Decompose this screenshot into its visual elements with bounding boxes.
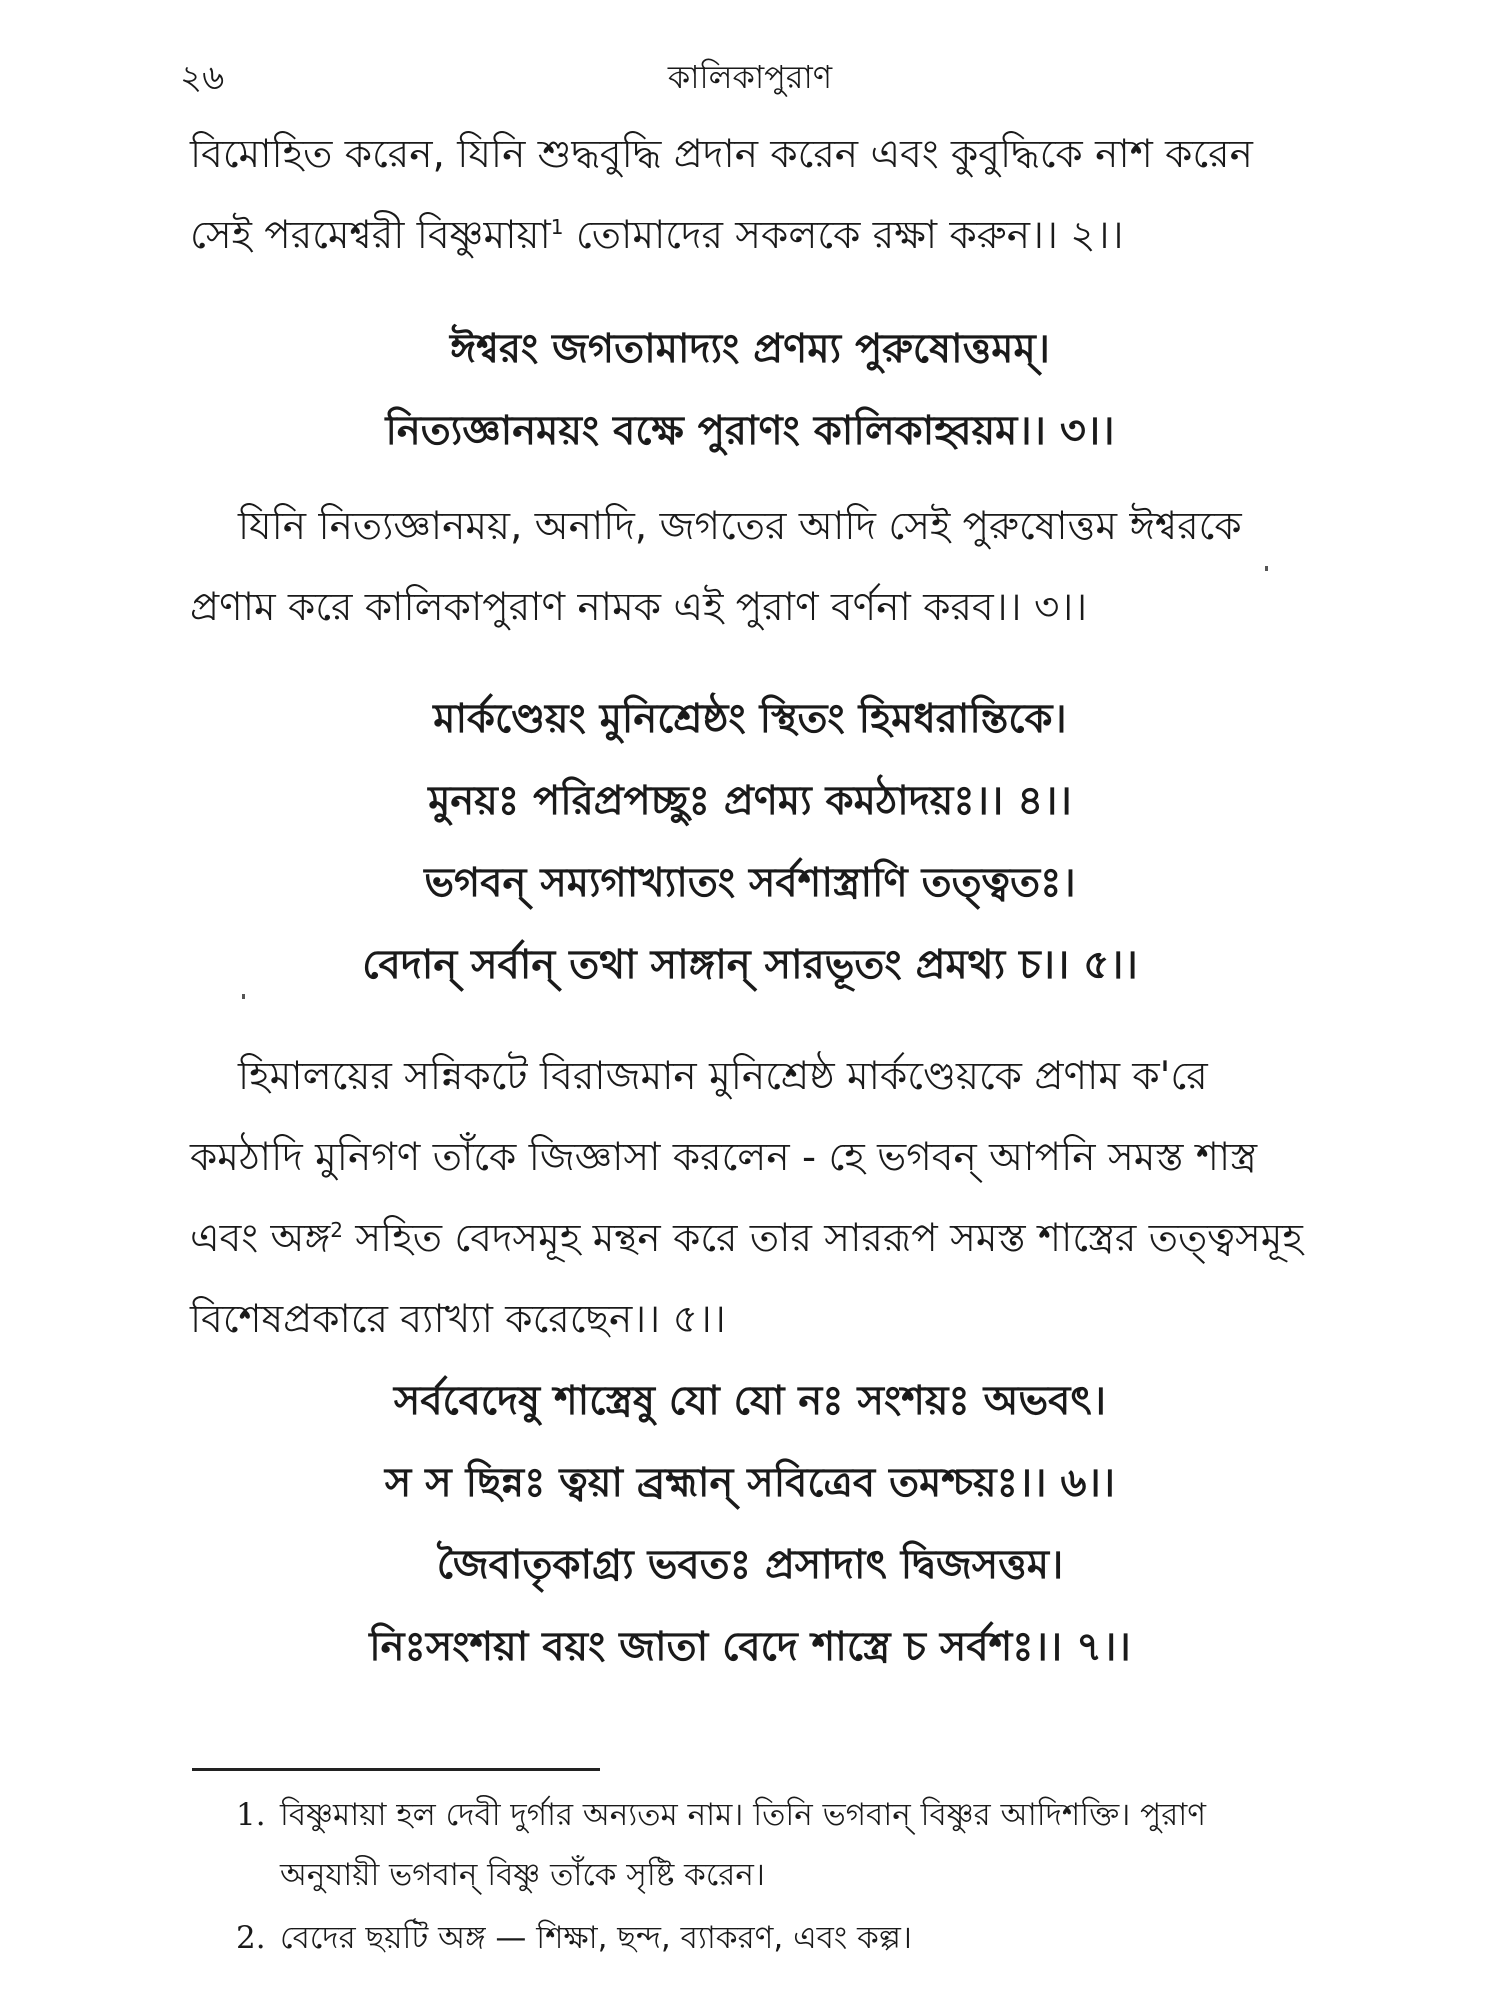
verse-line: ঈশ্বরং জগতামাদ্যং প্রণম্য পুরুষোত্তমম্।	[450, 326, 1050, 372]
sanskrit-verse-4-5	[0, 678, 1500, 1006]
paragraph-line: প্রণাম করে কালিকাপুরাণ নামক এই পুরাণ বর্ণনা করব।। ৩।।	[190, 585, 1088, 630]
paragraph-line: সহিত বেদসমূহ মন্থন করে তার সাররূপ সমস্ত শাস্ত্রের তত্ত্বসমূহ	[342, 1216, 1303, 1261]
verse-line: স স ছিন্নঃ ত্বয়া ব্রহ্মান্ সবিত্রেব তমশ্চয়ঃ।। ৬।।	[384, 1460, 1116, 1506]
page-number: ২৬	[180, 58, 225, 98]
footnote-divider	[192, 1768, 600, 1771]
running-title: কালিকাপুরাণ	[667, 58, 833, 96]
translation-paragraph-5	[190, 1036, 1335, 1360]
paragraph-line: তোমাদের সকলকে রক্ষা করুন।। ২।।	[563, 213, 1124, 258]
footnote-ref-1: 1	[550, 215, 564, 239]
footnote-line: অনুযায়ী ভগবান্ বিষ্ণু তাঁকে সৃষ্টি করেন।	[280, 1857, 765, 1893]
footnote-2	[236, 1908, 1336, 1968]
paragraph-line: বিশেষপ্রকারে ব্যাখ্যা করেছেন।। ৫।।	[190, 1297, 726, 1342]
paragraph-line: হিমালয়ের সন্নিকটে বিরাজমান মুনিশ্রেষ্ঠ মার্কণ্ডেয়কে প্রণাম ক'রে	[238, 1054, 1208, 1099]
footnote-number: 1.	[236, 1797, 266, 1833]
verse-line: মার্কণ্ডেয়ং মুনিশ্রেষ্ঠং স্থিতং হিমধরান্তিকে।	[433, 696, 1067, 742]
footnote-ref-2: 2	[330, 1218, 343, 1242]
verse-line: জৈবাতৃকাগ্র্য ভবতঃ প্রসাদাৎ দ্বিজসত্তম।	[436, 1542, 1064, 1588]
sanskrit-verse-6-7	[0, 1360, 1500, 1688]
paragraph-line: বিমোহিত করেন, যিনি শুদ্ধবুদ্ধি প্রদান করেন এবং কুবুদ্ধিকে নাশ করেন	[190, 132, 1253, 177]
verse-line: মুনয়ঃ পরিপ্রপচ্ছুঃ প্রণম্য কমঠাদয়ঃ।। ৪।।	[428, 778, 1072, 824]
verse-line: ভগবন্ সম্যগাখ্যাতং সর্বশাস্ত্রাণি তত্ত্বতঃ।	[424, 860, 1076, 906]
paragraph-line: সেই পরমেশ্বরী বিষ্ণুমায়া	[190, 213, 551, 258]
footnote-line: বিষ্ণুমায়া হল দেবী দুর্গার অন্যতম নাম। তিনি ভগবান্ বিষ্ণুর আদিশক্তি। পুরাণ	[280, 1797, 1206, 1833]
footnote-1	[236, 1785, 1336, 1905]
print-speck	[1265, 566, 1268, 571]
translation-paragraph-2	[190, 114, 1335, 276]
verse-line: নিত্যজ্ঞানময়ং বক্ষে পুরাণং কালিকাহ্বয়ম।। ৩।।	[385, 408, 1115, 454]
paragraph-line: যিনি নিত্যজ্ঞানময়, অনাদি, জগতের আদি সেই পুরুষোত্তম ঈশ্বরকে	[238, 504, 1242, 549]
paragraph-line: কমঠাদি মুনিগণ তাঁকে জিজ্ঞাসা করলেন - হে ভগবন্ আপনি সমস্ত শাস্ত্র	[190, 1135, 1258, 1180]
verse-line: বেদান্ সর্বান্ তথা সাঙ্গান্ সারভূতং প্রমথ্য চ।। ৫।।	[362, 942, 1138, 988]
verse-line: সর্ববেদেষু শাস্ত্রেষু যো যো নঃ সংশয়ঃ অভবৎ।	[393, 1378, 1107, 1424]
verse-line: নিঃসংশয়া বয়ং জাতা বেদে শাস্ত্রে চ সর্বশঃ।। ৭।।	[369, 1624, 1131, 1670]
print-speck	[242, 994, 245, 999]
translation-paragraph-3	[190, 486, 1335, 648]
sanskrit-verse-3	[0, 308, 1500, 472]
footnote-number: 2.	[236, 1920, 266, 1956]
paragraph-line: এবং অঙ্গ	[190, 1216, 331, 1261]
footnote-line: বেদের ছয়টি অঙ্গ — শিক্ষা, ছন্দ, ব্যাকরণ, এবং কল্প।	[280, 1920, 913, 1956]
